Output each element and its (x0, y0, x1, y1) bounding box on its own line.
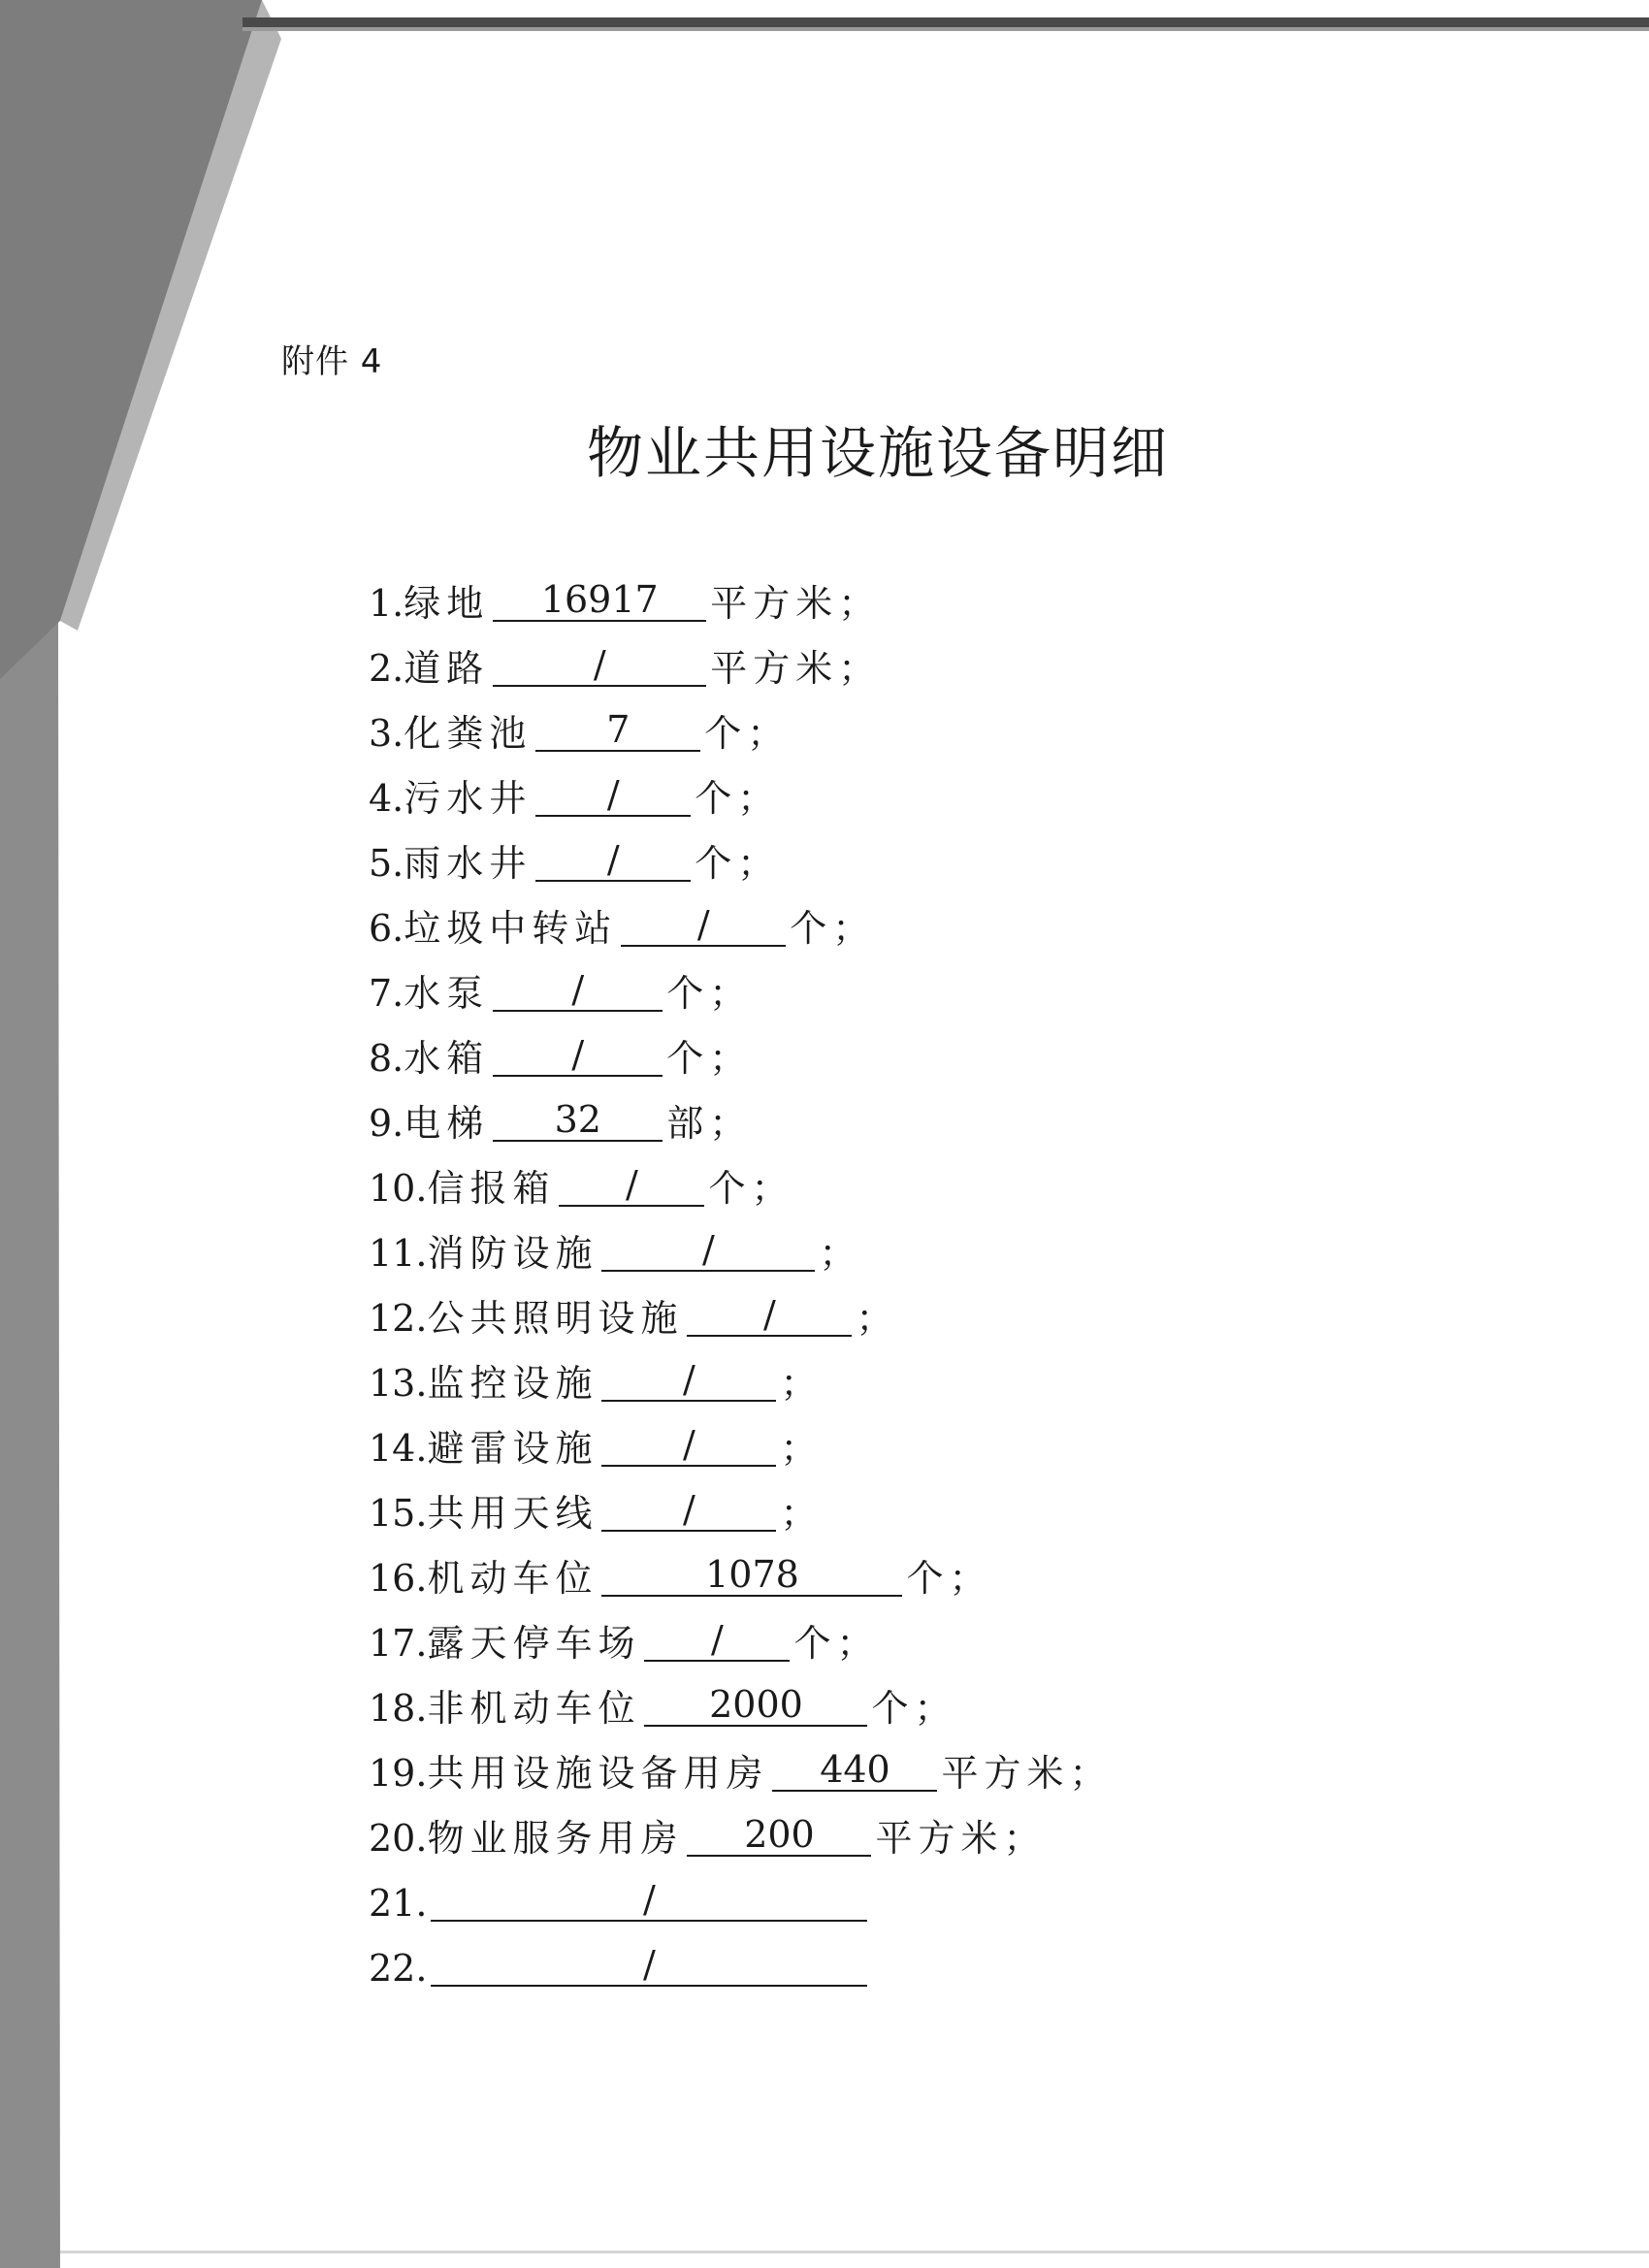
item-value: / (535, 841, 691, 882)
item-value: 16917 (493, 581, 706, 622)
list-item (369, 1408, 1242, 1473)
list-item (369, 1603, 1242, 1668)
item-value: / (493, 1036, 663, 1077)
item-unit: 个； (790, 907, 876, 950)
item-label: 道路 (404, 647, 490, 690)
item-unit: ； (780, 1362, 824, 1405)
item-unit: 个； (871, 1687, 957, 1730)
item-number: 12. (369, 1297, 428, 1340)
item-unit: 平方米； (710, 582, 882, 625)
item-number: 15. (369, 1492, 428, 1535)
list-item (369, 888, 1242, 953)
item-value: / (493, 971, 663, 1012)
item-unit: 个； (708, 1167, 794, 1210)
list-item (369, 1473, 1242, 1538)
item-label: 共用设施设备用房 (427, 1752, 769, 1795)
item-number: 17. (369, 1622, 428, 1665)
item-unit: ； (780, 1427, 824, 1470)
item-unit: 平方米； (875, 1817, 1047, 1860)
item-value: 32 (493, 1101, 663, 1142)
item-unit: 个； (906, 1557, 992, 1600)
list-item (369, 1538, 1242, 1603)
item-number: 6. (369, 907, 404, 950)
item-number: 1. (369, 582, 404, 625)
item-label: 雨水井 (404, 842, 533, 885)
item-label: 公共照明设施 (427, 1297, 684, 1340)
item-number: 7. (369, 972, 404, 1015)
facility-list (369, 563, 1242, 1993)
item-number: 8. (369, 1037, 404, 1080)
item-value: / (535, 776, 691, 817)
list-item (369, 1278, 1242, 1343)
item-label: 消防设施 (427, 1232, 598, 1275)
item-number: 3. (369, 712, 404, 755)
item-label: 露天停车场 (427, 1622, 641, 1665)
list-item (369, 693, 1242, 758)
item-value: / (601, 1231, 815, 1272)
attachment-label: 附件 4 (281, 342, 383, 381)
item-value: / (621, 906, 786, 947)
item-label: 机动车位 (427, 1557, 598, 1600)
item-label: 信报箱 (427, 1167, 556, 1210)
item-number: 19. (369, 1752, 428, 1795)
item-value: / (559, 1166, 704, 1207)
item-value: / (601, 1491, 776, 1532)
item-label: 化粪池 (404, 712, 533, 755)
item-value: 440 (772, 1751, 937, 1792)
item-unit: 个； (793, 1622, 880, 1665)
item-number: 4. (369, 777, 404, 820)
item-value: / (687, 1296, 852, 1337)
list-item (369, 1148, 1242, 1213)
item-unit: 平方米； (941, 1752, 1113, 1795)
item-value: / (431, 1946, 867, 1987)
item-label: 绿地 (404, 582, 490, 625)
page-title: 物业共用设施设备明细 (586, 420, 1169, 486)
item-label: 共用天线 (427, 1492, 598, 1535)
item-label: 水箱 (404, 1037, 490, 1080)
item-unit: 平方米； (710, 647, 882, 690)
item-unit: ； (856, 1297, 899, 1340)
item-value: / (493, 646, 706, 687)
item-number: 10. (369, 1167, 428, 1210)
list-item (369, 1668, 1242, 1733)
item-number: 9. (369, 1102, 404, 1145)
item-unit: ； (780, 1492, 824, 1535)
item-value: 200 (687, 1816, 871, 1857)
item-unit: 个； (695, 842, 781, 885)
item-unit: 部； (666, 1102, 753, 1145)
item-unit: 个； (704, 712, 791, 755)
item-unit: 个； (666, 1037, 753, 1080)
item-unit: 个； (666, 972, 753, 1015)
list-item (369, 1343, 1242, 1408)
item-label: 非机动车位 (427, 1687, 641, 1730)
item-label: 水泵 (404, 972, 490, 1015)
item-value: 1078 (601, 1556, 902, 1597)
item-number: 11. (369, 1232, 428, 1275)
item-value: / (431, 1881, 867, 1922)
item-label: 避雷设施 (427, 1427, 598, 1470)
list-item (369, 563, 1242, 628)
item-value: 7 (535, 711, 700, 752)
item-number: 16. (369, 1557, 428, 1600)
list-item (369, 628, 1242, 693)
list-item (369, 758, 1242, 823)
item-number: 18. (369, 1687, 428, 1730)
item-label: 垃圾中转站 (404, 907, 618, 950)
list-item (369, 1798, 1242, 1863)
item-value: / (601, 1361, 776, 1402)
item-number: 14. (369, 1427, 428, 1470)
item-value: / (644, 1621, 790, 1662)
list-item (369, 1733, 1242, 1798)
item-value: / (601, 1426, 776, 1467)
list-item (369, 1928, 1242, 1993)
list-item (369, 1863, 1242, 1928)
list-item (369, 823, 1242, 888)
item-number: 22. (369, 1947, 428, 1990)
item-value: 2000 (644, 1686, 867, 1727)
item-label: 电梯 (404, 1102, 490, 1145)
list-item (369, 1018, 1242, 1083)
item-number: 5. (369, 842, 404, 885)
list-item (369, 1213, 1242, 1278)
list-item (369, 1083, 1242, 1148)
item-number: 21. (369, 1882, 428, 1925)
item-number: 2. (369, 647, 404, 690)
item-label: 物业服务用房 (427, 1817, 684, 1860)
item-unit: 个； (695, 777, 781, 820)
item-number: 13. (369, 1362, 428, 1405)
list-item (369, 953, 1242, 1018)
item-number: 20. (369, 1817, 428, 1860)
item-unit: ； (819, 1232, 862, 1275)
item-label: 监控设施 (427, 1362, 598, 1405)
item-label: 污水井 (404, 777, 533, 820)
